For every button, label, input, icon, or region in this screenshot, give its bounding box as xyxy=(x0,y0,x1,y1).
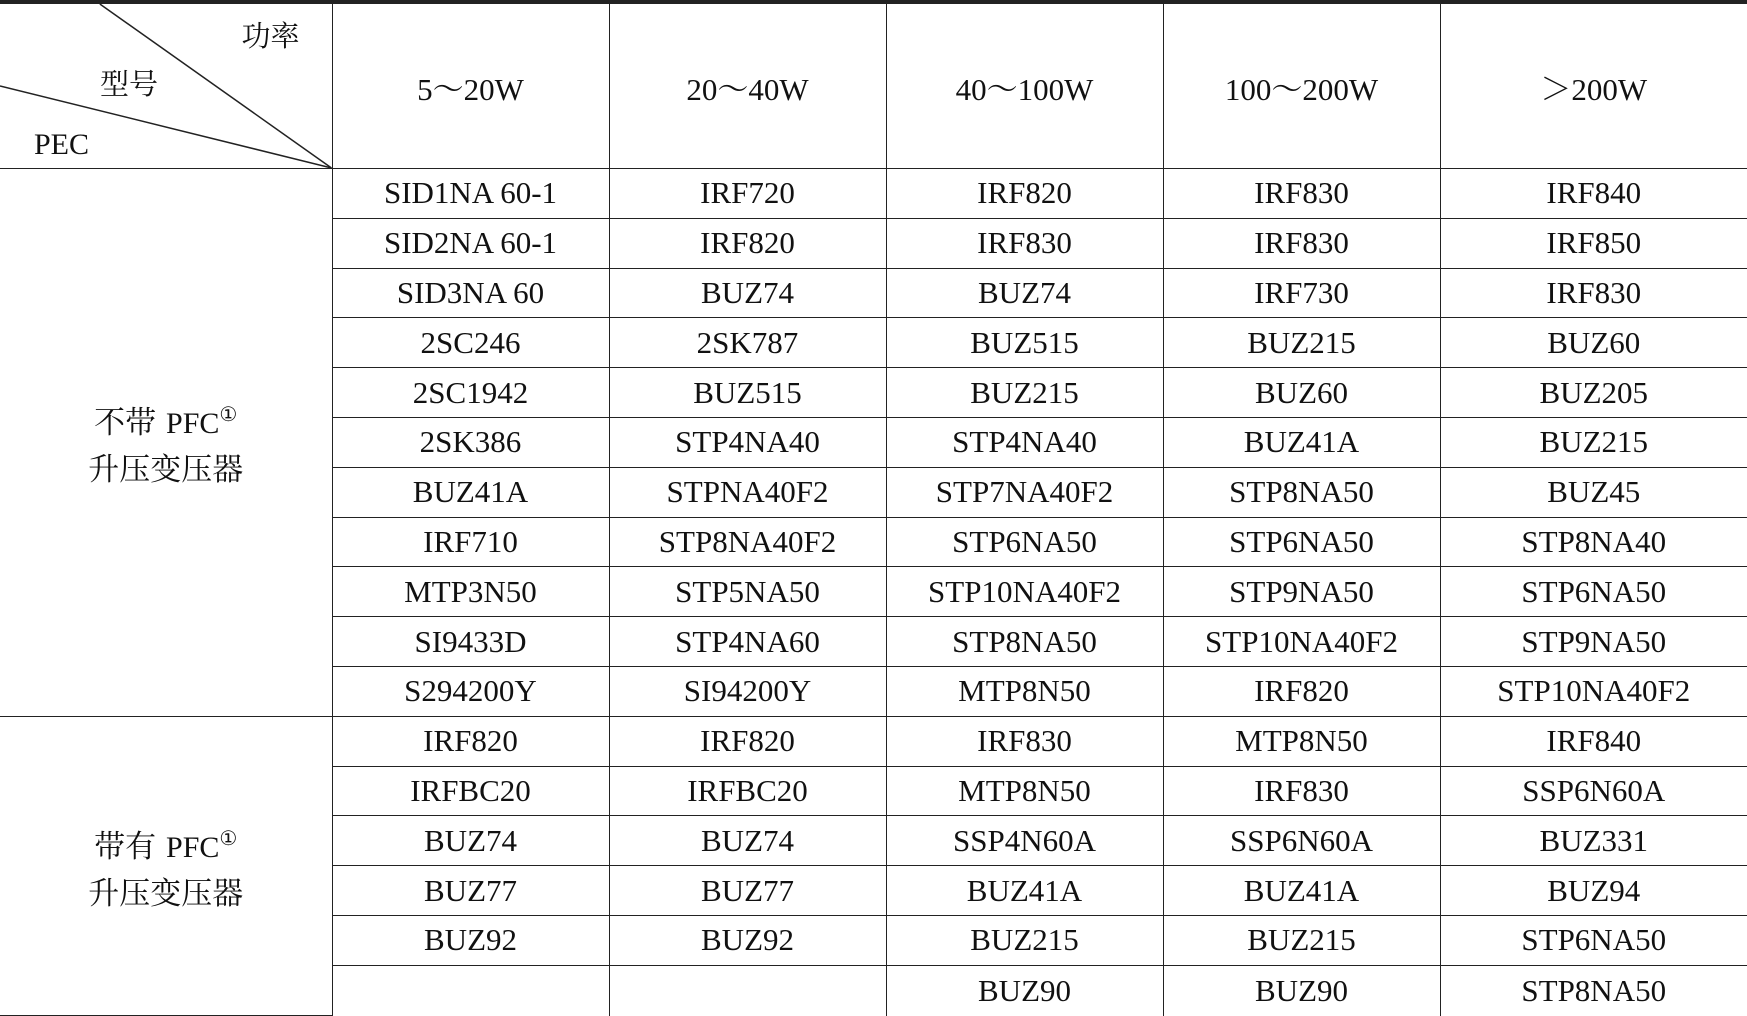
table-cell: BUZ92 xyxy=(609,915,886,965)
table-cell: IRF830 xyxy=(1163,169,1440,219)
table-cell: BUZ331 xyxy=(1440,816,1747,866)
table-cell: SSP4N60A xyxy=(886,816,1163,866)
table-cell: BUZ77 xyxy=(332,866,609,916)
table-cell: STP10NA40F2 xyxy=(886,567,1163,617)
table-cell: BUZ94 xyxy=(1440,866,1747,916)
table-cell: BUZ60 xyxy=(1440,318,1747,368)
table-cell: IRF710 xyxy=(332,517,609,567)
table-cell xyxy=(332,965,609,1016)
table-cell: BUZ215 xyxy=(1163,915,1440,965)
table-cell: BUZ60 xyxy=(1163,368,1440,418)
table-cell: 2SC1942 xyxy=(332,368,609,418)
table-cell: IRF850 xyxy=(1440,218,1747,268)
column-header-40-100w: 40～100W xyxy=(886,4,1163,169)
table-cell: STP5NA50 xyxy=(609,567,886,617)
table-cell: STP8NA50 xyxy=(886,617,1163,667)
table-cell: STP10NA40F2 xyxy=(1163,617,1440,667)
table-cell xyxy=(609,965,886,1016)
table-cell: BUZ215 xyxy=(886,368,1163,418)
table-cell: BUZ41A xyxy=(886,866,1163,916)
table-cell: IRF830 xyxy=(1440,268,1747,318)
table-cell: MTP8N50 xyxy=(886,666,1163,716)
table-body xyxy=(0,169,1747,1016)
table-cell: SSP6N60A xyxy=(1440,766,1747,816)
table-cell: MTP8N50 xyxy=(886,766,1163,816)
table-cell: BUZ77 xyxy=(609,866,886,916)
table-cell: BUZ92 xyxy=(332,915,609,965)
table-cell: STP6NA50 xyxy=(1440,567,1747,617)
table-cell: BUZ41A xyxy=(1163,866,1440,916)
footnote-marker: ① xyxy=(219,826,238,850)
table-row xyxy=(0,716,1747,766)
group-label-pfc: PFC xyxy=(166,407,220,441)
group-label-suffix: 升压变压器 xyxy=(88,452,244,489)
table-cell: STP7NA40F2 xyxy=(886,467,1163,517)
table-cell: BUZ41A xyxy=(1163,417,1440,467)
table-cell: SID3NA 60 xyxy=(332,268,609,318)
table-cell: STP9NA50 xyxy=(1440,617,1747,667)
table-cell: SI94200Y xyxy=(609,666,886,716)
table-cell: SSP6N60A xyxy=(1163,816,1440,866)
table-row xyxy=(0,169,1747,219)
table-cell: BUZ74 xyxy=(886,268,1163,318)
table-cell: IRFBC20 xyxy=(609,766,886,816)
table-cell: BUZ41A xyxy=(332,467,609,517)
diagonal-corner-header xyxy=(0,4,332,169)
table-cell: BUZ215 xyxy=(1163,318,1440,368)
table-cell: BUZ90 xyxy=(1163,965,1440,1016)
table-cell: STP4NA40 xyxy=(886,417,1163,467)
table-cell: BUZ74 xyxy=(609,816,886,866)
table-cell: IRF840 xyxy=(1440,716,1747,766)
table-cell: STP8NA40 xyxy=(1440,517,1747,567)
table-cell: MTP8N50 xyxy=(1163,716,1440,766)
table-cell: BUZ215 xyxy=(1440,417,1747,467)
table-cell: MTP3N50 xyxy=(332,567,609,617)
table-cell: IRF820 xyxy=(332,716,609,766)
table-cell: STP6NA50 xyxy=(1163,517,1440,567)
table-cell: STP4NA60 xyxy=(609,617,886,667)
footnote-marker: ① xyxy=(219,402,238,427)
table-cell: BUZ74 xyxy=(332,816,609,866)
row-group-label xyxy=(0,716,332,1015)
table-cell: STP4NA40 xyxy=(609,417,886,467)
table-cell: BUZ205 xyxy=(1440,368,1747,418)
table-cell: IRF820 xyxy=(609,218,886,268)
column-header-100-200w: 100～200W xyxy=(1163,4,1440,169)
model-label: 型号 xyxy=(100,67,159,101)
group-label-pfc: PFC xyxy=(166,831,220,864)
table-cell: IRF830 xyxy=(886,716,1163,766)
table-cell: STPNA40F2 xyxy=(609,467,886,517)
table-cell: IRFBC20 xyxy=(332,766,609,816)
table-cell: S294200Y xyxy=(332,666,609,716)
group-label-prefix: 带有 xyxy=(94,829,167,865)
table-cell: BUZ515 xyxy=(886,318,1163,368)
column-header-5-20w: 5～20W xyxy=(332,4,609,169)
table-cell: IRF720 xyxy=(609,169,886,219)
table-cell: IRF820 xyxy=(1163,666,1440,716)
table-cell: 2SK787 xyxy=(609,318,886,368)
table-cell: BUZ74 xyxy=(609,268,886,318)
table-cell: IRF730 xyxy=(1163,268,1440,318)
row-group-label xyxy=(0,169,332,717)
table-cell: 2SK386 xyxy=(332,417,609,467)
table-cell: IRF830 xyxy=(1163,766,1440,816)
table-cell: IRF830 xyxy=(886,218,1163,268)
table-cell: BUZ515 xyxy=(609,368,886,418)
column-header-over-200w: ＞200W xyxy=(1440,4,1747,169)
table-cell: IRF820 xyxy=(609,716,886,766)
group-label-suffix: 升压变压器 xyxy=(88,876,244,912)
power-label: 功率 xyxy=(241,19,300,53)
table-cell: STP10NA40F2 xyxy=(1440,666,1747,716)
table-cell: STP8NA40F2 xyxy=(609,517,886,567)
table-cell: SI9433D xyxy=(332,617,609,667)
table-cell: IRF840 xyxy=(1440,169,1747,219)
group-label-prefix: 不带 xyxy=(94,405,167,442)
table-cell: IRF830 xyxy=(1163,218,1440,268)
table-cell: BUZ45 xyxy=(1440,467,1747,517)
table-cell: STP8NA50 xyxy=(1163,467,1440,517)
table-cell: STP8NA50 xyxy=(1440,965,1747,1016)
table-cell: STP6NA50 xyxy=(1440,915,1747,965)
table-cell: IRF820 xyxy=(886,169,1163,219)
table-cell: BUZ90 xyxy=(886,965,1163,1016)
table-cell: 2SC246 xyxy=(332,318,609,368)
table-cell: BUZ215 xyxy=(886,915,1163,965)
table-cell: STP6NA50 xyxy=(886,517,1163,567)
pec-label: PEC xyxy=(34,128,90,161)
pec-selection-table xyxy=(0,3,1747,1016)
table-cell: SID2NA 60-1 xyxy=(332,218,609,268)
table-cell: STP9NA50 xyxy=(1163,567,1440,617)
column-header-20-40w: 20～40W xyxy=(609,4,886,169)
header-row xyxy=(0,4,1747,169)
table-cell: SID1NA 60-1 xyxy=(332,169,609,219)
